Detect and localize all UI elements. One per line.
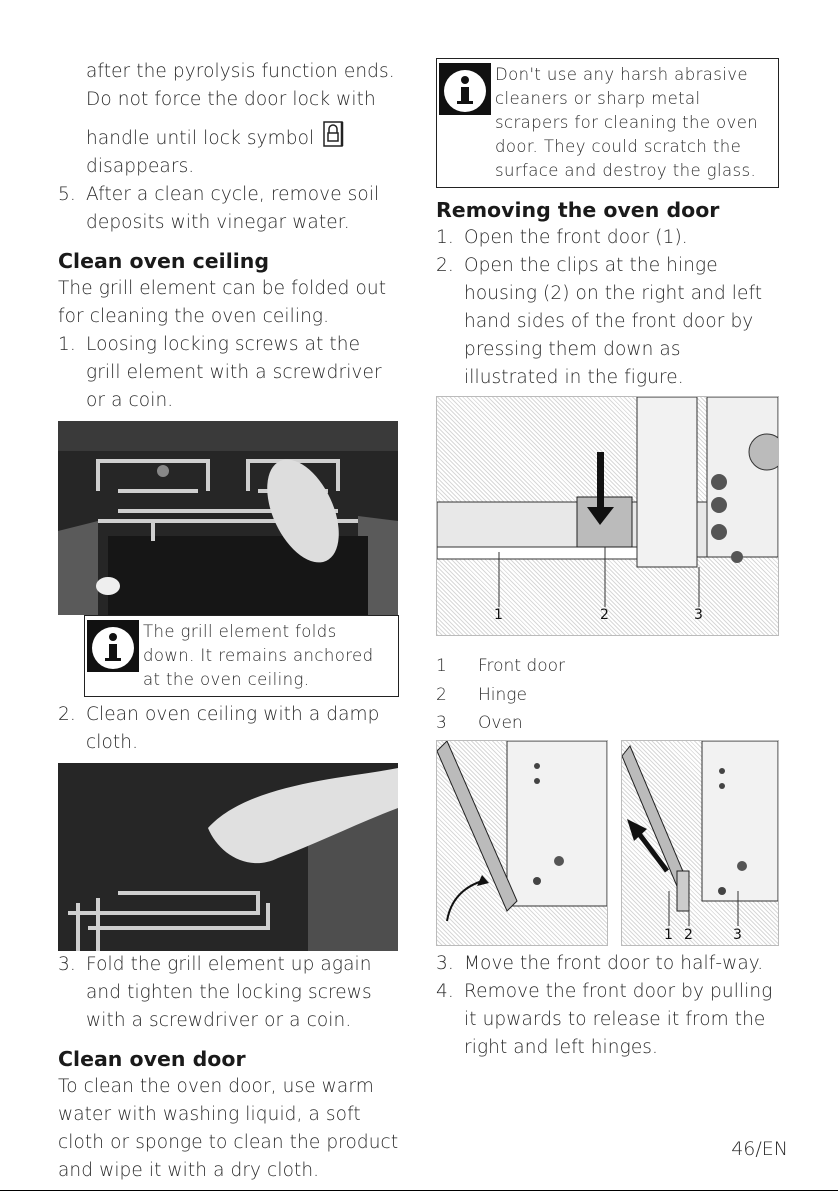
step-text: housing (2) on the right and left bbox=[464, 283, 763, 304]
info-text: Don't use any harsh abrasive bbox=[495, 65, 748, 84]
step-number: 2. bbox=[58, 704, 76, 725]
section-heading-removing: Removing the oven door bbox=[436, 198, 720, 222]
step-text: hand sides of the front door by bbox=[464, 311, 754, 332]
callout-label: 2 bbox=[600, 607, 609, 623]
step-5 bbox=[58, 181, 408, 209]
cleaning-ceiling-photo bbox=[58, 763, 398, 951]
callout-label: 2 bbox=[684, 926, 693, 943]
remove-step-1 bbox=[436, 224, 781, 252]
legend-value: Front door bbox=[478, 656, 565, 676]
step-number: 4. bbox=[436, 980, 454, 1002]
info-box-grill bbox=[84, 615, 399, 697]
info-icon bbox=[87, 620, 139, 672]
ceiling-step-3 bbox=[58, 951, 408, 979]
hinge-figure bbox=[436, 396, 779, 636]
step-text: grill element with a screwdriver bbox=[86, 362, 382, 383]
continued-text: disappears. bbox=[86, 156, 195, 177]
remove-step-3 bbox=[436, 950, 781, 978]
info-text: surface and destroy the glass. bbox=[495, 161, 757, 180]
section-heading-door: Clean oven door bbox=[58, 1047, 246, 1071]
remove-step-4 bbox=[436, 978, 781, 1006]
right-column bbox=[436, 58, 781, 1062]
ceiling-step-1 bbox=[58, 331, 408, 359]
step-number: 5. bbox=[58, 184, 76, 205]
left-column bbox=[58, 58, 408, 1185]
hinge-illustration bbox=[437, 397, 778, 635]
continued-text: Do not force the door lock with bbox=[86, 89, 376, 110]
door-halfway-illustration bbox=[437, 741, 607, 945]
info-box-abrasive bbox=[436, 58, 779, 188]
legend bbox=[436, 652, 781, 738]
step-text: Loosing locking screws at the bbox=[86, 334, 361, 355]
step-text: Open the clips at the hinge bbox=[464, 255, 718, 276]
door-removal-figures bbox=[436, 740, 781, 950]
legend-key: 3 bbox=[436, 713, 447, 733]
callout-label: 1 bbox=[494, 607, 503, 623]
step-text: and tighten the locking screws bbox=[86, 982, 372, 1003]
info-icon bbox=[439, 63, 491, 115]
legend-item bbox=[436, 652, 781, 681]
legend-key: 1 bbox=[436, 656, 447, 676]
step-text: Remove the front door by pulling bbox=[464, 980, 773, 1002]
callout-label: 3 bbox=[694, 607, 703, 623]
paragraph: for cleaning the oven ceiling. bbox=[58, 306, 330, 327]
step-number: 3. bbox=[58, 954, 76, 975]
step-text: with a screwdriver or a coin. bbox=[86, 1010, 352, 1031]
callout-label: 1 bbox=[664, 926, 673, 943]
step-text: or a coin. bbox=[86, 390, 174, 411]
continued-text-span: handle until lock symbol bbox=[86, 128, 315, 149]
paragraph: cloth or sponge to clean the product bbox=[58, 1132, 399, 1153]
step-text: cloth. bbox=[86, 732, 139, 753]
step-text: illustrated in the figure. bbox=[464, 367, 684, 388]
step-text: it upwards to release it from the bbox=[464, 1008, 766, 1030]
callout-label: 3 bbox=[733, 926, 742, 943]
paragraph: water with washing liquid, a soft bbox=[58, 1104, 361, 1125]
step-text: Fold the grill element up again bbox=[86, 954, 372, 975]
lock-symbol-icon bbox=[322, 120, 344, 148]
legend-key: 2 bbox=[436, 684, 447, 705]
door-pull-up-figure bbox=[621, 740, 779, 946]
step-text: After a clean cycle, remove soil bbox=[86, 184, 380, 205]
legend-item bbox=[436, 681, 781, 710]
legend-item bbox=[436, 709, 781, 738]
step-text: Open the front door (1). bbox=[464, 227, 688, 248]
info-text: cleaners or sharp metal bbox=[495, 89, 701, 108]
step-text: Clean oven ceiling with a damp bbox=[86, 704, 380, 725]
step-number: 3. bbox=[436, 952, 454, 974]
info-text: down. It remains anchored bbox=[143, 646, 374, 665]
section-heading-ceiling: Clean oven ceiling bbox=[58, 249, 270, 273]
remove-step-2 bbox=[436, 252, 781, 280]
paragraph: The grill element can be folded out bbox=[58, 278, 387, 299]
paragraph: and wipe it with a dry cloth. bbox=[58, 1160, 320, 1181]
step-number: 1. bbox=[436, 227, 454, 248]
step-number: 2. bbox=[436, 255, 454, 276]
door-halfway-figure bbox=[436, 740, 608, 946]
continued-text bbox=[58, 120, 408, 153]
step-text: right and left hinges. bbox=[464, 1036, 659, 1058]
door-pull-up-illustration bbox=[622, 741, 778, 945]
continued-text: after the pyrolysis function ends. bbox=[86, 61, 395, 82]
info-text: scrapers for cleaning the oven bbox=[495, 113, 759, 132]
grill-element-photo bbox=[58, 421, 398, 615]
legend-value: Hinge bbox=[478, 684, 527, 705]
info-text: at the oven ceiling. bbox=[143, 670, 310, 689]
step-text: pressing them down as bbox=[464, 339, 681, 360]
page-number: 46/EN bbox=[731, 1138, 788, 1160]
paragraph: To clean the oven door, use warm bbox=[58, 1076, 374, 1097]
cleaning-ceiling-illustration bbox=[58, 763, 398, 951]
step-text: Move the front door to half-way. bbox=[464, 952, 764, 974]
ceiling-step-2 bbox=[58, 701, 408, 729]
step-number: 1. bbox=[58, 334, 76, 355]
info-text: door. They could scratch the bbox=[495, 137, 742, 156]
step-5-cont: deposits with vinegar water. bbox=[86, 212, 350, 233]
grill-element-illustration bbox=[58, 421, 398, 615]
info-text: The grill element folds bbox=[143, 622, 337, 641]
legend-value: Oven bbox=[478, 713, 523, 733]
